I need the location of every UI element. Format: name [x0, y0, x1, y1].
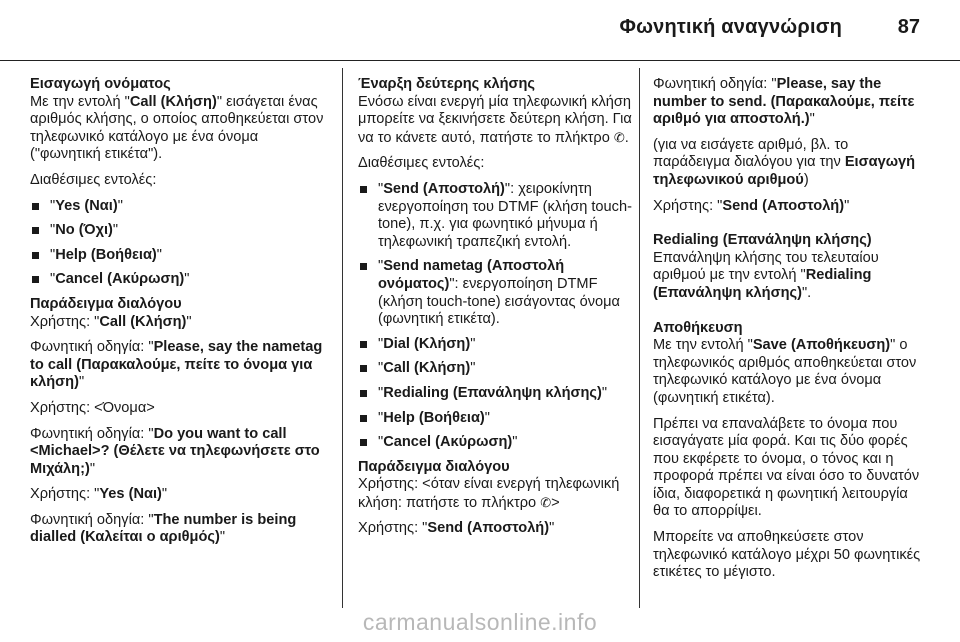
list-item: "Cancel (Ακύρωση)" — [30, 271, 330, 289]
list-item: "Help (Βοήθεια)" — [30, 247, 330, 265]
page-header — [0, 0, 960, 61]
heading-name-entry: Εισαγωγή ονόματος — [30, 76, 171, 92]
list-item: "Send (Αποστολή)": χειροκίνητη ενεργοποίηση του DTMF (κλήση touch-tone), π.χ. για φωνητικό μήνυμα ή τηλεφωνική τραπεζική εντολή. — [358, 181, 634, 251]
command-list-2 — [358, 181, 634, 452]
command-list-1 — [30, 198, 330, 289]
dialog-user-2: Χρήστης: "Send (Αποστολή)" — [358, 520, 555, 537]
column-divider-1 — [342, 68, 343, 608]
list-item: "Help (Βοήθεια)" — [358, 410, 634, 428]
phone-call-icon: ✆ — [613, 129, 625, 145]
store-text-2: Πρέπει να επαναλάβετε το όνομα που εισαγάγατε μία φορά. Και τις δύο φορές που εκφέρετε το όνομα, ο τόνος και η προφορά πρέπει να είναι όσο το δυνατόν ίδια, διαφορετικά η φωνητική λειτουργία θα το απορρίψει. — [653, 415, 920, 520]
dialog-voice-1: Φωνητική οδηγία: "Please, say the nametag to call (Παρακαλούμε, πείτε το όνομα για κλήση)" — [30, 339, 323, 391]
list-item: "Send nametag (Αποστολή ονόματος)": ενεργοποίηση DTMF (κλήση touch-tone) εισάγοντας όνομα (φωνητική ετικέτα). — [358, 258, 634, 328]
dialog-note: (για να εισάγετε αριθμό, βλ. το παράδειγμα διαλόγου για την Εισαγωγή τηλεφωνικού αριθμού) — [653, 136, 916, 188]
column-1 — [30, 76, 330, 555]
heading-example-dialog: Παράδειγμα διαλόγου — [358, 458, 510, 475]
redialing-text: Επανάληψη κλήσης του τελευταίου αριθμού με την εντολή "Redialing (Επανάληψη κλήσης)". — [653, 249, 879, 301]
heading-store: Αποθήκευση — [653, 319, 743, 336]
page-number: 87 — [897, 16, 920, 38]
phone-call-icon: ✆ — [540, 494, 552, 510]
store-text: Με την εντολή "Save (Αποθήκευση)" ο τηλεφωνικός αριθμός αποθηκεύεται στον τηλεφωνικό κατάλογο με ένα όνομα (φωνητική ετικέτα). — [653, 337, 917, 406]
dialog-voice-3: Φωνητική οδηγία: "The number is being dialled (Καλείται ο αριθμός)" — [30, 511, 297, 546]
heading-example-dialog: Παράδειγμα διαλόγου — [30, 295, 182, 312]
column-divider-2 — [639, 68, 640, 608]
watermark: carmanualsonline.info — [362, 609, 598, 635]
heading-second-call: Έναρξη δεύτερης κλήσης — [358, 76, 535, 92]
store-text-3: Μπορείτε να αποθηκεύσετε στον τηλεφωνικό κατάλογο μέχρι 50 φωνητικές ετικέτες το μέγιστο. — [653, 529, 921, 581]
list-item: "Cancel (Ακύρωση)" — [358, 434, 634, 452]
list-item: "Call (Κλήση)" — [358, 360, 634, 378]
list-item: "Dial (Κλήση)" — [358, 336, 634, 354]
available-commands-label: Διαθέσιμες εντολές: — [358, 155, 485, 172]
list-item: "Yes (Ναι)" — [30, 198, 330, 216]
dialog-user-2: Χρήστης: <Όνομα> — [30, 399, 155, 416]
list-item: "No (Όχι)" — [30, 222, 330, 240]
heading-redialing: Redialing (Επανάληψη κλήσης) — [653, 232, 872, 249]
column-2 — [358, 76, 634, 546]
available-commands-label: Διαθέσιμες εντολές: — [30, 171, 157, 188]
page-title: Φωνητική αναγνώριση — [619, 16, 842, 38]
second-call-intro: Ενόσω είναι ενεργή μία τηλεφωνική κλήση μπορείτε να ξεκινήσετε δεύτερη κλήση. Για να το κάνετε αυτό, πατήστε το πλήκτρο ✆. — [358, 93, 632, 146]
dialog-user-1: Χρήστης: "Call (Κλήση)" — [30, 313, 192, 330]
dialog-user-1: Χρήστης: <όταν είναι ενεργή τηλεφωνική κλήση: πατήστε το πλήκτρο ✆> — [358, 476, 620, 511]
name-entry-intro: Με την εντολή "Call (Κλήση)" εισάγεται ένας αριθμός κλήσης, ο οποίος αποθηκεύεται στον τηλεφωνικό κατάλογο με ένα όνομα ("φωνητική ετικέτα"). — [30, 93, 324, 163]
dialog-user-3: Χρήστης: "Yes (Ναι)" — [30, 486, 168, 503]
dialog-voice-2: Φωνητική οδηγία: "Do you want to call <Michael>? (Θέλετε να τηλεφωνήσετε στο Μιχάλη;)" — [30, 425, 320, 477]
dialog-voice: Φωνητική οδηγία: "Please, say the number to send. (Παρακαλούμε, πείτε αριθμό για αποστολή.)" — [653, 76, 915, 128]
list-item: "Redialing (Επανάληψη κλήσης)" — [358, 385, 634, 403]
dialog-user: Χρήστης: "Send (Αποστολή)" — [653, 197, 850, 214]
column-3 — [653, 76, 928, 590]
